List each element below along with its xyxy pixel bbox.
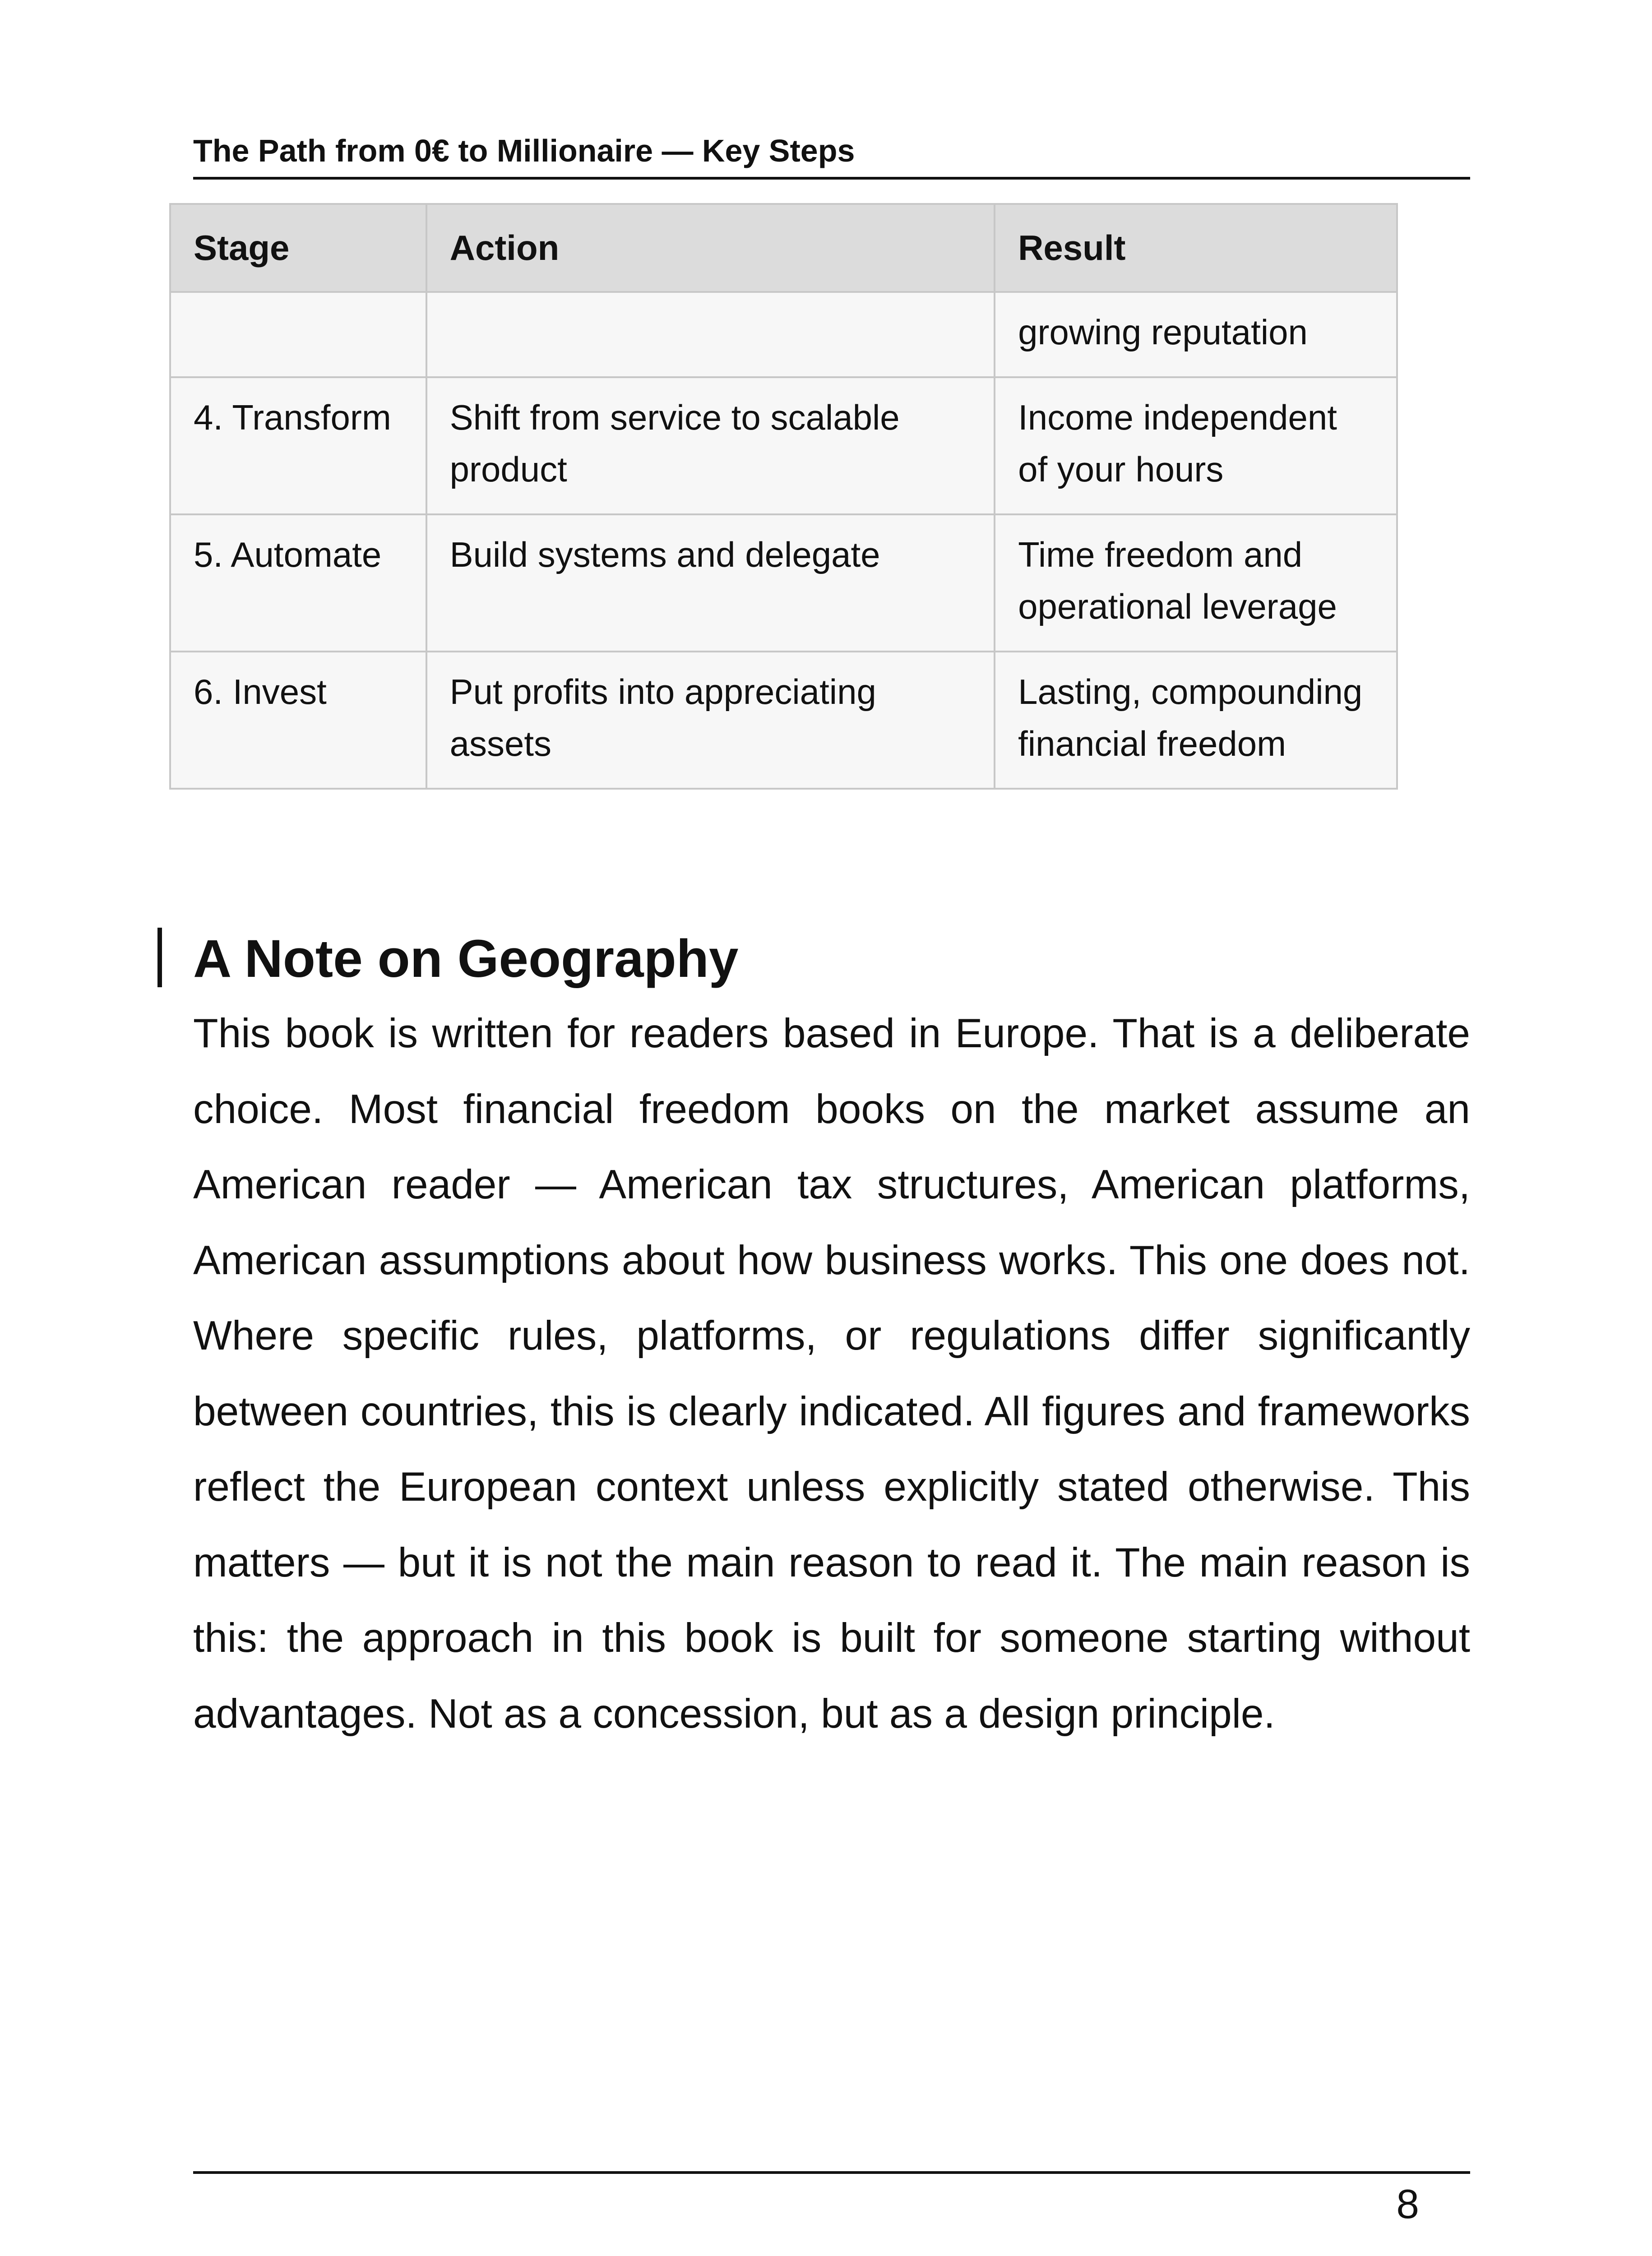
table-cell-stage: 6. Invest bbox=[170, 652, 426, 789]
running-header: The Path from 0€ to Millionaire — Key Steps bbox=[193, 132, 1470, 180]
table-cell-result: growing reputation bbox=[995, 292, 1397, 377]
table-cell-result: Lasting, compounding financial freedom bbox=[995, 652, 1397, 789]
table-cell-result: Income independent of your hours bbox=[995, 377, 1397, 514]
table-cell-stage bbox=[170, 292, 426, 377]
table-row bbox=[170, 514, 1397, 652]
table-header-row bbox=[170, 204, 1397, 292]
table-cell-stage: 5. Automate bbox=[170, 514, 426, 652]
table-cell-action bbox=[426, 292, 995, 377]
table-cell-action: Put profits into appreciating assets bbox=[426, 652, 995, 789]
column-header-action: Action bbox=[426, 204, 995, 292]
table-cell-action: Shift from service to scalable product bbox=[426, 377, 995, 514]
table-cell-action: Build systems and delegate bbox=[426, 514, 995, 652]
steps-table bbox=[169, 203, 1398, 790]
column-header-result: Result bbox=[995, 204, 1397, 292]
section-body-paragraph: This book is written for readers based in Europe. That is a deliberate choice. Most financial freedom books on the market assume an American reader — American tax structures, American platforms, American assumptions about how business works. This one does not. Where specific rules, platforms, or regulations differ significantly between countries, this is clearly indicated. All figures and frameworks reflect the European context unless explicitly stated otherwise. This matters — but it is not the main reason to read it. The main reason is this: the approach in this book is built for someone starting without advantages. Not as a concession, but as a design principle. bbox=[193, 1011, 1470, 1737]
column-header-stage: Stage bbox=[170, 204, 426, 292]
table-row bbox=[170, 652, 1397, 789]
table-cell-result: Time freedom and operational leverage bbox=[995, 514, 1397, 652]
table-row bbox=[170, 377, 1397, 514]
footer-divider bbox=[193, 2171, 1470, 2174]
table-row bbox=[170, 292, 1397, 377]
table-cell-stage: 4. Transform bbox=[170, 377, 426, 514]
page-number: 8 bbox=[1396, 2182, 1419, 2227]
section-accent-bar bbox=[157, 928, 162, 987]
section-title: A Note on Geography bbox=[193, 929, 739, 989]
